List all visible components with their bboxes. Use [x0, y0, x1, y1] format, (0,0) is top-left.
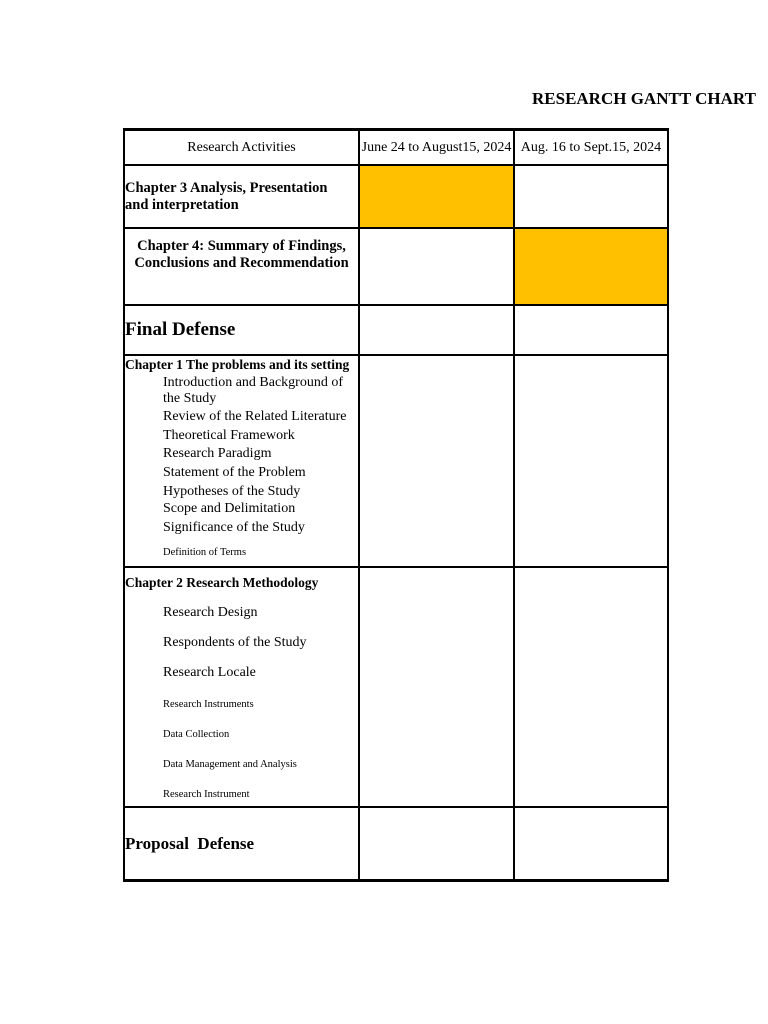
row-proposal-defense-label: Proposal Defense — [125, 834, 255, 853]
chapter1-item: Review of the Related Literature — [163, 409, 347, 424]
header-period-1: June 24 to August15, 2024 — [361, 140, 512, 155]
grid-line — [123, 227, 669, 229]
chapter1-item: Definition of Terms — [163, 547, 247, 558]
header-period-2: Aug. 16 to Sept.15, 2024 — [520, 140, 662, 155]
row-chapter4-label: Chapter 4: Summary of Findings, Conclusions and Recommendation — [134, 238, 349, 271]
gantt-table — [123, 128, 669, 882]
chapter1-item: Research Paradigm — [163, 446, 272, 461]
chapter1-item: Theoretical Framework — [163, 428, 295, 443]
grid-line — [667, 128, 669, 882]
grid-line — [123, 806, 669, 808]
chapter2-item: Research Locale — [163, 665, 256, 680]
chapter2-item: Data Collection — [163, 729, 230, 740]
page-title: RESEARCH GANTT CHART — [532, 89, 756, 108]
chapter2-item: Research Instruments — [163, 699, 254, 710]
title-clip — [520, 88, 756, 112]
chapter4-period2-bar — [514, 228, 669, 305]
chapter1-item: Hypotheses of the Study — [163, 484, 301, 499]
grid-line — [358, 128, 360, 882]
chapter1-item: Significance of the Study — [163, 520, 305, 535]
grid-line — [123, 164, 669, 166]
grid-line — [513, 128, 515, 882]
grid-line — [123, 128, 669, 131]
chapter3-period1-bar — [360, 165, 514, 228]
grid-line — [123, 566, 669, 568]
row-final-defense-label: Final Defense — [125, 319, 236, 340]
chapter2-item: Research Instrument — [163, 789, 250, 800]
header-activities: Research Activities — [187, 140, 296, 155]
chapter2-item: Research Design — [163, 605, 258, 620]
chapter1-item: Introduction and Background of the Study — [163, 375, 344, 406]
chapter2-title: Chapter 2 Research Methodology — [125, 575, 319, 590]
grid-line — [123, 879, 669, 882]
row-chapter3-label: Chapter 3 Analysis, Presentation and interpretation — [125, 180, 328, 213]
chapter2-item: Data Management and Analysis — [163, 759, 297, 770]
chapter1-title: Chapter 1 The problems and its setting — [125, 357, 350, 372]
chapter1-item: Statement of the Problem — [163, 465, 306, 480]
chapter1-item: Scope and Delimitation — [163, 501, 296, 516]
chapter2-item: Respondents of the Study — [163, 635, 307, 650]
grid-line — [123, 128, 125, 882]
grid-line — [123, 304, 669, 306]
